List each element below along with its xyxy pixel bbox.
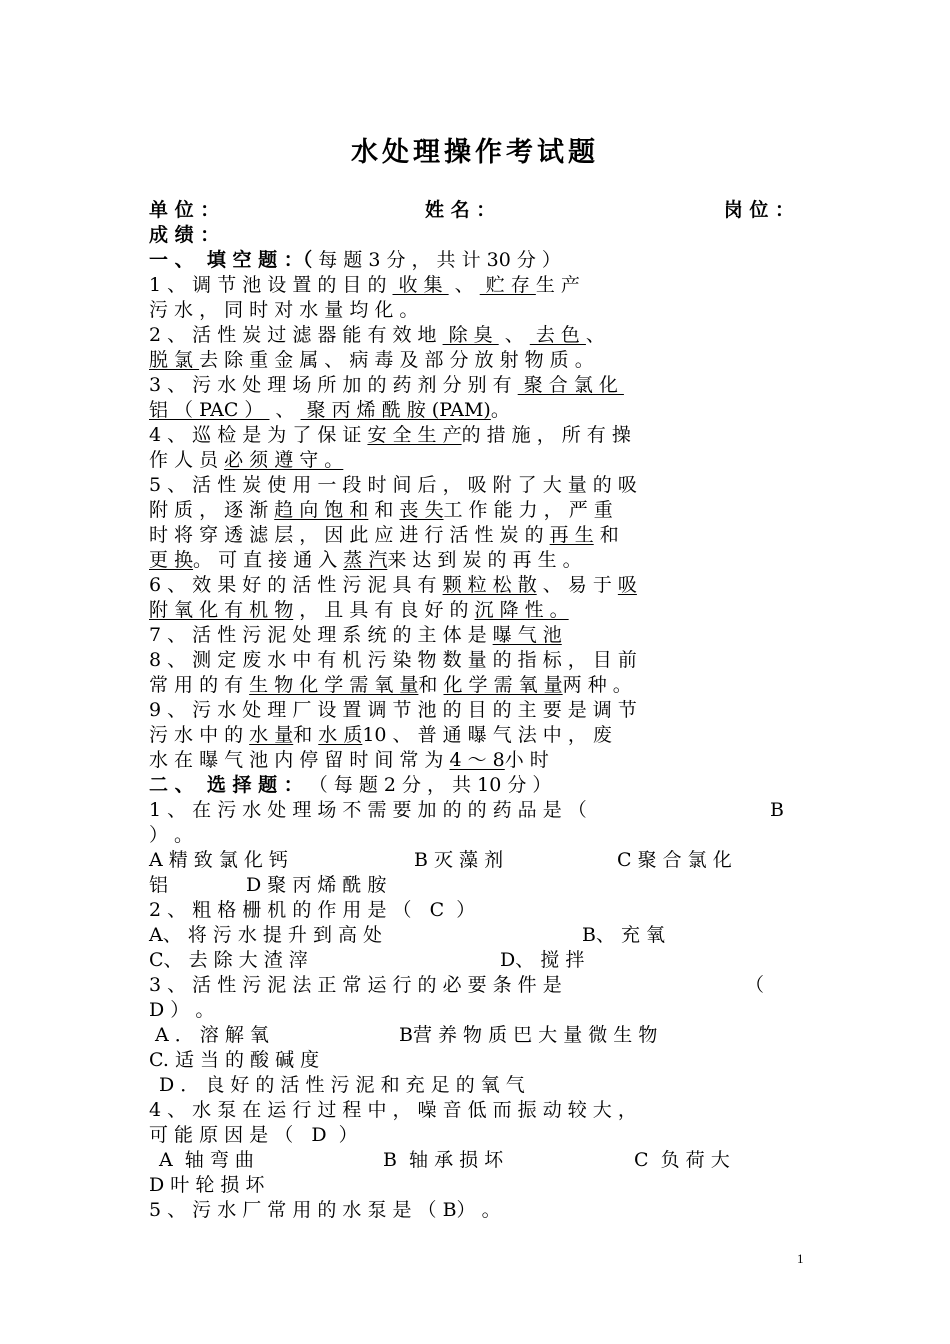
answer-blank: 除 臭 — [442, 324, 499, 346]
question-text: 2 、 粗 格 栅 机 的 作 用 是 （ C ） — [149, 899, 476, 921]
options-line — [149, 1073, 794, 1098]
options-line — [149, 1173, 794, 1198]
question-text: 、 — [585, 324, 605, 346]
question-line — [149, 448, 794, 473]
answer-blank: 水 质 — [318, 724, 363, 746]
question-line — [149, 348, 794, 373]
question-text: 9 、 污 水 处 理 厂 设 置 调 节 池 的 目 的 主 要 是 调 节 — [149, 699, 637, 721]
question-line — [149, 598, 794, 623]
question-line — [149, 323, 794, 348]
question-text: 10 、 普 通 曝 气 法 中 ， 废 — [362, 724, 612, 746]
question-line — [149, 1123, 794, 1148]
answer-blank: 再 生 — [549, 524, 594, 546]
question-text: 、 — [269, 399, 301, 421]
option-a: A 轴 弯 曲 — [159, 1149, 254, 1171]
option-d: D、 搅 拌 — [500, 949, 585, 971]
unit-label: 单 位 ： — [149, 199, 220, 221]
question-text: 可 能 原 因 是 （ D ） — [149, 1124, 358, 1146]
question-text: 、 易 于 — [536, 574, 612, 596]
question-line — [149, 723, 794, 748]
question-line — [149, 498, 794, 523]
question-text: 两 种 。 — [562, 674, 632, 696]
question-line — [149, 373, 794, 398]
question-text: 6 、 效 果 好 的 活 性 污 泥 具 有 — [149, 574, 437, 596]
answer-choice: B — [770, 799, 784, 821]
question-line — [149, 273, 794, 298]
score-row — [149, 223, 794, 248]
question-line — [149, 623, 794, 648]
options-line — [149, 848, 794, 873]
question-text: 。 可 直 接 通 入 — [193, 549, 338, 571]
question-text: 去 除 重 金 属 、 病 毒 及 部 分 放 射 物 质 。 — [199, 349, 594, 371]
question-text: 2 、 活 性 炭 过 滤 器 能 有 效 地 — [149, 324, 437, 346]
score-label: 成 绩 ： — [149, 224, 220, 246]
header-row — [149, 198, 794, 223]
question-line — [149, 1098, 794, 1123]
question-text: 来 达 到 炭 的 再 生 。 — [387, 549, 582, 571]
question-line — [149, 648, 794, 673]
section-heading — [149, 248, 794, 273]
options-line — [149, 923, 794, 948]
question-line — [149, 748, 794, 773]
answer-blank: 吸 — [617, 574, 637, 596]
question-text: 8 、 测 定 废 水 中 有 机 污 染 物 数 量 的 指 标 ， 目 前 — [149, 649, 637, 671]
option-a: A ． 溶 解 氧 — [155, 1024, 269, 1046]
answer-blank: 颗 粒 松 散 — [442, 574, 537, 596]
option-b: B 轴 承 损 坏 — [383, 1149, 504, 1171]
question-line — [149, 1198, 794, 1223]
exam-body — [149, 198, 794, 1223]
answer-blank: 沉 降 性 。 — [474, 599, 569, 621]
options-line — [149, 1023, 794, 1048]
question-text: 和 — [374, 499, 394, 521]
question-text: 1 、 调 节 池 设 置 的 目 的 — [149, 274, 387, 296]
section-heading — [149, 773, 794, 798]
question-text: 、 — [498, 324, 530, 346]
question-text: 4 、 水 泵 在 运 行 过 程 中 ， 噪 音 低 而 振 动 较 大 ， — [149, 1099, 637, 1121]
question-line — [149, 523, 794, 548]
answer-blank: 必 须 遵 守 。 — [224, 449, 344, 471]
question-text: 作 人 员 — [149, 449, 219, 471]
question-text: 和 — [418, 674, 438, 696]
answer-blank: 丧 失 — [399, 499, 444, 521]
answer-blank: 附 氧 化 有 机 物 — [149, 599, 294, 621]
section-note: （ 每 题 2 分 ， 共 10 分 ） — [308, 774, 552, 796]
question-line — [149, 998, 794, 1023]
options-line — [149, 873, 794, 898]
question-text: 。 — [490, 399, 510, 421]
question-text: 的 措 施 ， 所 有 操 — [461, 424, 631, 446]
option-c: C 聚 合 氯 化 — [617, 849, 732, 871]
answer-blank: 蒸 汽 — [343, 549, 388, 571]
question-text: 时 将 穿 透 滤 层 ， 因 此 应 进 行 活 性 炭 的 — [149, 524, 544, 546]
answer-blank: 贮 存 — [479, 274, 536, 296]
section-title: 一 、 填 空 题 ：（ — [149, 249, 313, 271]
question-text: ， 且 具 有 良 好 的 — [293, 599, 469, 621]
question-text: 、 — [448, 274, 480, 296]
question-text: 5 、 污 水 厂 常 用 的 水 泵 是 （ B） 。 — [149, 1199, 501, 1221]
question-line — [149, 898, 794, 923]
question-text: ） 。 — [149, 824, 194, 846]
answer-blank: 去 色 — [529, 324, 586, 346]
question-line — [149, 823, 794, 848]
answer-blank: 收 集 — [392, 274, 449, 296]
answer-blank: 脱 氯 — [149, 349, 200, 371]
option-b: B营 养 物 质 巴 大 量 微 生 物 — [399, 1024, 658, 1046]
question-text: 3 、 污 水 处 理 场 所 加 的 药 剂 分 别 有 — [149, 374, 512, 396]
option-a: A 精 致 氯 化 钙 — [149, 849, 288, 871]
question-line — [149, 673, 794, 698]
question-line — [149, 423, 794, 448]
question-text: 污 水 中 的 — [149, 724, 244, 746]
option-d: D 叶 轮 损 坏 — [149, 1174, 265, 1196]
page-title: 水处理操作考试题 — [351, 137, 599, 168]
question-text: （ — [745, 974, 765, 996]
question-text: 小 时 — [504, 749, 549, 771]
question-text: 1 、 在 污 水 处 理 场 不 需 要 加 的 的 药 品 是 （ — [149, 799, 587, 821]
question-text: 工 作 能 力 ， 严 重 — [443, 499, 613, 521]
section-note: 每 题 3 分 ， 共 计 30 分 ） — [318, 249, 561, 271]
answer-blank: 更 换 — [149, 549, 194, 571]
question-line — [149, 548, 794, 573]
page-number: 1 — [797, 1251, 804, 1266]
option-b: B 灭 藻 剂 — [414, 849, 504, 871]
question-text: 附 质 ， 逐 渐 — [149, 499, 269, 521]
option-d: D 聚 丙 烯 酰 胺 — [246, 874, 387, 896]
question-text: 水 在 曝 气 池 内 停 留 时 间 常 为 — [149, 749, 444, 771]
option-c: C. 适 当 的 酸 碱 度 — [149, 1049, 320, 1071]
question-line — [149, 398, 794, 423]
question-line — [149, 573, 794, 598]
section-title: 二 、 选 择 题 ： — [149, 774, 303, 796]
answer-blank: 化 学 需 氧 量 — [443, 674, 563, 696]
question-text: 常 用 的 有 — [149, 674, 244, 696]
question-text: 5 、 活 性 炭 使 用 一 段 时 间 后 ， 吸 附 了 大 量 的 吸 — [149, 474, 637, 496]
option-c: C、 去 除 大 渣 滓 — [149, 949, 308, 971]
question-text: D ） 。 — [149, 999, 215, 1021]
question-line — [149, 298, 794, 323]
answer-blank: 聚 合 氯 化 — [517, 374, 624, 396]
option-d: D ． 良 好 的 活 性 污 泥 和 充 足 的 氧 气 — [159, 1074, 525, 1096]
question-text: 和 — [293, 724, 313, 746]
question-text: 3 、 活 性 污 泥 法 正 常 运 行 的 必 要 条 件 是 — [149, 974, 562, 996]
option-c: 铝 — [149, 874, 169, 896]
question-line — [149, 698, 794, 723]
answer-blank: 4 ～ 8 — [449, 749, 505, 771]
answer-blank: 生 物 化 学 需 氧 量 — [249, 674, 419, 696]
answer-blank: 安 全 生 产 — [367, 424, 462, 446]
question-text: 7 、 活 性 污 泥 处 理 系 统 的 主 体 是 — [149, 624, 487, 646]
answer-blank: 曝 气 池 — [492, 624, 562, 646]
answer-blank: 聚 丙 烯 酰 胺 (PAM) — [300, 399, 491, 421]
answer-blank: 趋 向 饱 和 — [274, 499, 369, 521]
answer-blank: 铝 （ PAC ） — [149, 399, 270, 421]
question-line — [149, 473, 794, 498]
question-text: 污 水 ， 同 时 对 水 量 均 化 。 — [149, 299, 419, 321]
post-label: 岗 位 ： — [723, 199, 794, 221]
question-text: 生 产 — [535, 274, 580, 296]
question-line — [149, 973, 794, 998]
answer-blank: 水 量 — [249, 724, 294, 746]
options-line — [149, 1048, 794, 1073]
question-text: 4 、 巡 检 是 为 了 保 证 — [149, 424, 362, 446]
name-label: 姓 名 ： — [425, 199, 496, 221]
question-line — [149, 798, 794, 823]
option-c: C 负 荷 大 — [634, 1149, 730, 1171]
options-line — [149, 948, 794, 973]
options-line — [149, 1148, 794, 1173]
option-b: B、 充 氧 — [582, 924, 666, 946]
question-text: 和 — [599, 524, 619, 546]
option-a: A、 将 污 水 提 升 到 高 处 — [149, 924, 383, 946]
